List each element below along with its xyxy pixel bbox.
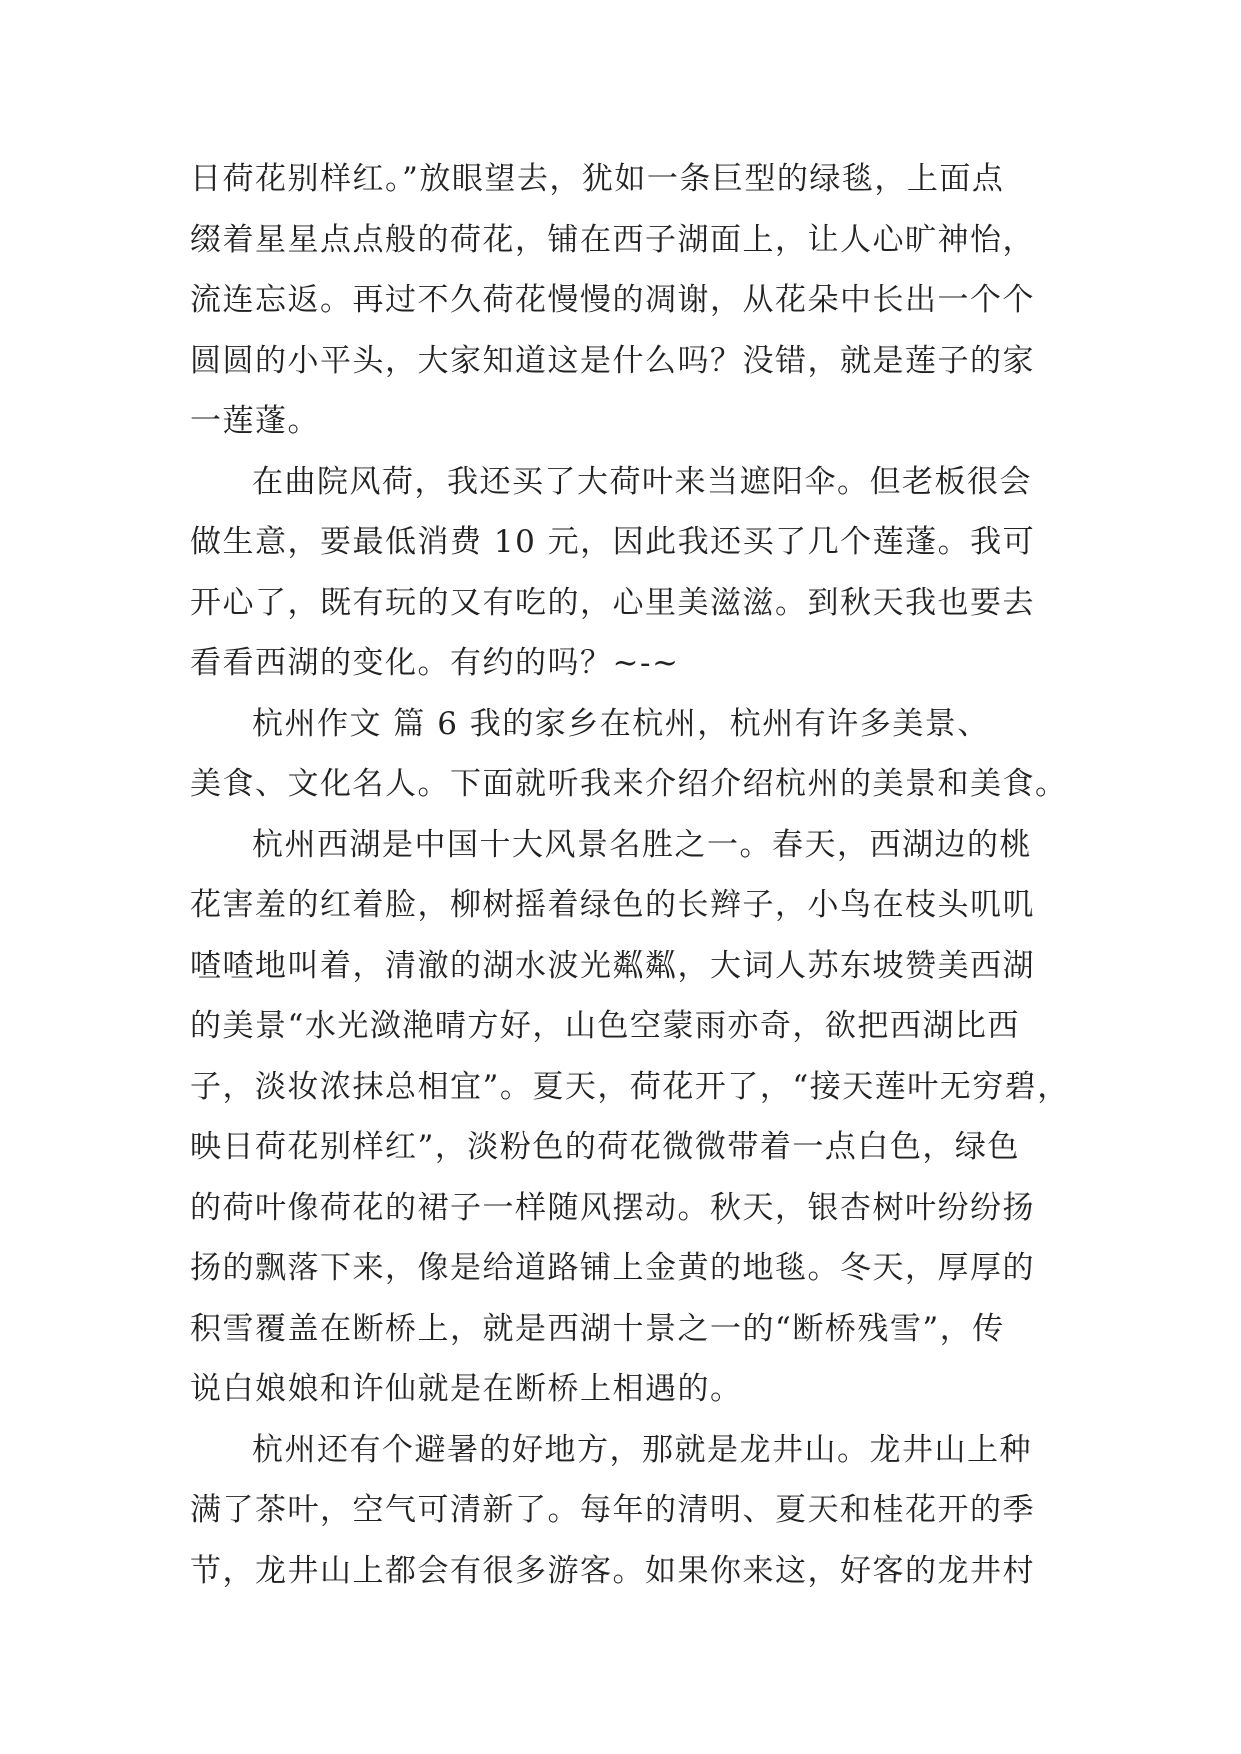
text-line: 杭州还有个避暑的好地方，那就是龙井山。龙井山上种 [252,1431,1032,1468]
text-line: 满了茶叶，空气可清新了。每年的清明、夏天和桂花开的季 [190,1492,1035,1528]
text-line: 做生意，要最低消费 10 元，因此我还买了几个莲蓬。我可 [190,524,1036,560]
text-line: 的荷叶像荷花的裙子一样随风摆动。秋天，银杏树叶纷纷扬 [190,1189,1035,1226]
text-line: 喳喳地叫着，清澈的湖水波光粼粼，大词人苏东坡赞美西湖 [190,947,1035,984]
text-line: 花害羞的红着脸，柳树摇着绿色的长辫子，小鸟在枝头叽叽 [190,887,1035,923]
text-line: 节，龙井山上都会有很多游客。如果你来这，好客的龙井村 [190,1552,1035,1589]
text-line: 杭州西湖是中国十大风景名胜之一。春天，西湖边的桃 [252,826,1032,863]
body-text [190,149,1070,1601]
text-line: 子，淡妆浓抹总相宜”。夏天，荷花开了，“接天莲叶无穷碧， [190,1068,1070,1105]
text-line: 看看西湖的变化。有约的吗？~-~ [190,645,680,681]
text-line: 扬的飘落下来，像是给道路铺上金黄的地毯。冬天，厚厚的 [190,1250,1035,1286]
text-line: 积雪覆盖在断桥上，就是西湖十景之一的“断桥残雪”，传 [190,1310,1005,1347]
text-line: 一莲蓬。 [190,403,320,439]
text-line: 日荷花别样红。”放眼望去，犹如一条巨型的绿毯，上面点 [190,161,1005,197]
text-line: 流连忘返。再过不久荷花慢慢的凋谢，从花朵中长出一个个 [190,282,1035,318]
text-line: 映日荷花别样红”，淡粉色的荷花微微带着一点白色，绿色 [190,1129,1020,1165]
text-line: 圆圆的小平头，大家知道这是什么吗？没错，就是莲子的家 [190,342,1035,379]
text-line: 缀着星星点点般的荷花，铺在西子湖面上，让人心旷神怡， [190,221,1035,258]
text-line: 开心了，既有玩的又有吃的，心里美滋滋。到秋天我也要去 [190,584,1035,621]
text-line: 在曲院风荷，我还买了大荷叶来当遮阳伞。但老板很会 [252,463,1032,500]
text-line: 杭州作文 篇 6 我的家乡在杭州，杭州有许多美景、 [252,705,990,742]
text-line: 说白娘娘和许仙就是在断桥上相遇的。 [190,1371,743,1407]
text-line: 美食、文化名人。下面就听我来介绍介绍杭州的美景和美食。 [190,766,1068,802]
text-line: 的美景“水光潋滟晴方好，山色空蒙雨亦奇，欲把西湖比西 [190,1008,1020,1044]
